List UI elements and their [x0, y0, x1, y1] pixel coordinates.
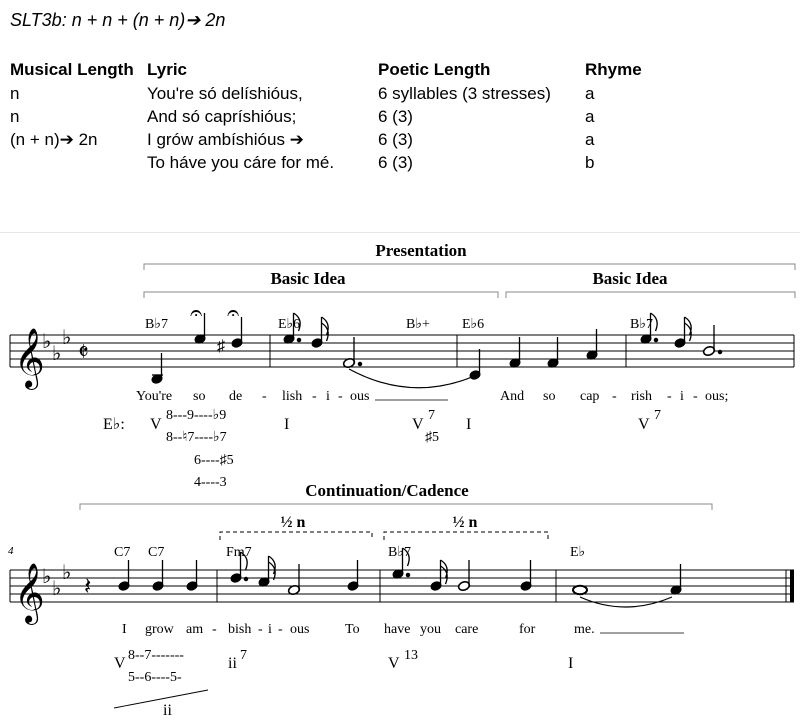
col-header-lyric: Lyric	[147, 60, 188, 79]
chord-symbol: B♭7	[630, 317, 653, 332]
table-cell: b	[585, 153, 595, 172]
chord-symbol: C7	[148, 545, 165, 560]
treble-clef-icon: 𝄞	[14, 330, 45, 387]
basic-idea-label-2: Basic Idea	[592, 269, 668, 288]
roman-numeral: V	[638, 416, 650, 433]
flat-icon: ♭	[62, 327, 72, 349]
roman-numeral: V	[114, 655, 126, 672]
music-score	[0, 232, 800, 721]
figure-superscript: 7	[654, 408, 661, 423]
lyric-syllable: To	[345, 622, 360, 637]
figured-bass: 8--♮7----♭7	[166, 430, 227, 445]
roman-numeral: I	[568, 655, 574, 672]
table-cell: n	[10, 84, 20, 103]
half-n-label-1: ½ n	[280, 514, 306, 531]
figured-bass: 5--6----5-	[128, 670, 182, 685]
chord-symbol: B♭7	[145, 317, 168, 332]
half-n-bracket-2	[384, 532, 548, 540]
lyric-syllable: ous;	[705, 389, 729, 404]
chord-symbol: B♭7	[388, 545, 411, 560]
chord-symbol: B♭+	[406, 317, 430, 332]
table-cell: 6 (3)	[378, 153, 413, 172]
roman-numeral: V	[150, 416, 162, 433]
figure-superscript: 13	[404, 648, 418, 663]
lyric-syllable: I	[122, 622, 127, 637]
lyric-syllable: You're	[136, 389, 173, 404]
table-cell: n	[10, 107, 20, 126]
presentation-label: Presentation	[375, 241, 467, 260]
lyric-syllable: -	[667, 389, 672, 404]
col-header-musical-length: Musical Length	[10, 60, 134, 79]
notes-measure-5	[118, 560, 198, 591]
table-cell: 6 (3)	[378, 107, 413, 126]
lyric-syllable: And	[500, 389, 525, 404]
lyric-syllable: am	[186, 622, 204, 637]
notes-measure-3	[469, 329, 598, 380]
lyrics-system-1	[136, 389, 728, 404]
lyric-syllable: grow	[145, 622, 174, 637]
figure-subscript: ♯5	[425, 430, 439, 445]
lyric-syllable: i	[680, 389, 684, 404]
table-cell: 6 syllables (3 stresses)	[378, 84, 551, 103]
treble-clef-icon: 𝄞	[14, 565, 45, 622]
presentation-bracket	[144, 264, 795, 270]
chord-symbol: E♭6	[278, 317, 301, 332]
lyric-syllable: lish	[282, 389, 303, 404]
fermata-icon: 𝄐	[227, 300, 240, 325]
flat-icon: ♭	[62, 562, 72, 584]
cut-time-icon: 𝄵	[78, 340, 89, 366]
lyric-syllable: -	[312, 389, 317, 404]
half-n-label-2: ½ n	[452, 514, 478, 531]
lyric-syllable: de	[229, 389, 243, 404]
measure-number: 4	[8, 545, 14, 557]
lyric-syllable: -	[693, 389, 698, 404]
figure-superscript: 7	[240, 648, 247, 663]
roman-numeral: ii	[228, 655, 237, 672]
basic-idea-bracket-2	[506, 292, 795, 298]
lyric-syllable: me.	[574, 622, 595, 637]
lyric-syllable: -	[258, 622, 263, 637]
lyric-syllable: -	[278, 622, 283, 637]
lyric-syllable: i	[268, 622, 272, 637]
flat-icon: ♭	[52, 343, 62, 365]
chord-symbol: Fm7	[226, 545, 252, 560]
table-cell: a	[585, 107, 595, 126]
lyric-syllable: you	[420, 622, 441, 637]
table-cell: a	[585, 84, 595, 103]
half-n-bracket-1	[220, 532, 372, 540]
table-cell: (n + n)➔ 2n	[10, 130, 98, 149]
figure-superscript: 7	[428, 408, 435, 423]
chord-symbol: C7	[114, 545, 131, 560]
roman-numeral: I	[284, 416, 290, 433]
sharp-icon: ♯	[217, 338, 225, 355]
lyric-syllable: -	[212, 622, 217, 637]
key-label: E♭:	[103, 416, 125, 433]
lyrics-system-2	[122, 622, 595, 637]
col-header-rhyme: Rhyme	[585, 60, 642, 79]
continuation-label: Continuation/Cadence	[305, 481, 469, 500]
basic-idea-bracket-1	[144, 292, 498, 298]
staff-system-1	[10, 335, 794, 367]
lyric-syllable: ous	[290, 622, 310, 637]
notes-measure-1	[151, 300, 243, 384]
figured-bass: 8---9----♭9	[166, 408, 227, 423]
table-cell: a	[585, 130, 595, 149]
final-barline	[790, 570, 794, 602]
lyric-syllable: -	[338, 389, 343, 404]
lyric-syllable: cap	[580, 389, 600, 404]
flat-icon: ♭	[42, 331, 52, 353]
roman-numeral: I	[466, 416, 472, 433]
table-cell: To háve you cáre for mé.	[147, 153, 335, 172]
chord-symbol: E♭6	[462, 317, 485, 332]
table-cell: I grów ambíshióus ➔	[147, 130, 304, 149]
lyric-syllable: care	[455, 622, 479, 637]
col-header-poetic-length: Poetic Length	[378, 60, 491, 79]
lyric-syllable: -	[612, 389, 617, 404]
tie	[349, 369, 472, 388]
prolongation-line	[114, 690, 208, 708]
flat-icon: ♭	[52, 578, 62, 600]
flat-icon: ♭	[42, 566, 52, 588]
figured-bass: 8--7-------	[128, 648, 184, 663]
lyric-syllable: rish	[631, 389, 652, 404]
lyric-syllable: -	[262, 389, 267, 404]
page-title: SLT3b: n + n + (n + n)➔ 2n	[10, 10, 226, 30]
figured-bass: 4----3	[194, 475, 227, 490]
lyric-syllable: bish	[228, 622, 252, 637]
lyric-syllable: for	[519, 622, 536, 637]
roman-numeral: V	[388, 655, 400, 672]
continuation-bracket	[80, 504, 712, 510]
table-cell: You're só delíshióus,	[147, 84, 303, 103]
basic-idea-label-1: Basic Idea	[270, 269, 346, 288]
table-cell: And só capríshióus;	[147, 107, 297, 126]
lyric-syllable: so	[543, 389, 556, 404]
lyric-syllable: ous	[350, 389, 370, 404]
lyric-syllable: have	[384, 622, 411, 637]
roman-numeral: ii	[163, 702, 172, 719]
lyric-syllable: i	[326, 389, 330, 404]
roman-numeral: V	[412, 416, 424, 433]
fermata-icon: 𝄐	[190, 300, 203, 325]
figured-bass: 6----♯5	[194, 453, 234, 468]
table-cell: 6 (3)	[378, 130, 413, 149]
quarter-rest-icon: 𝄽	[84, 574, 92, 600]
lyric-syllable: so	[193, 389, 206, 404]
chord-symbol: E♭	[570, 545, 586, 560]
